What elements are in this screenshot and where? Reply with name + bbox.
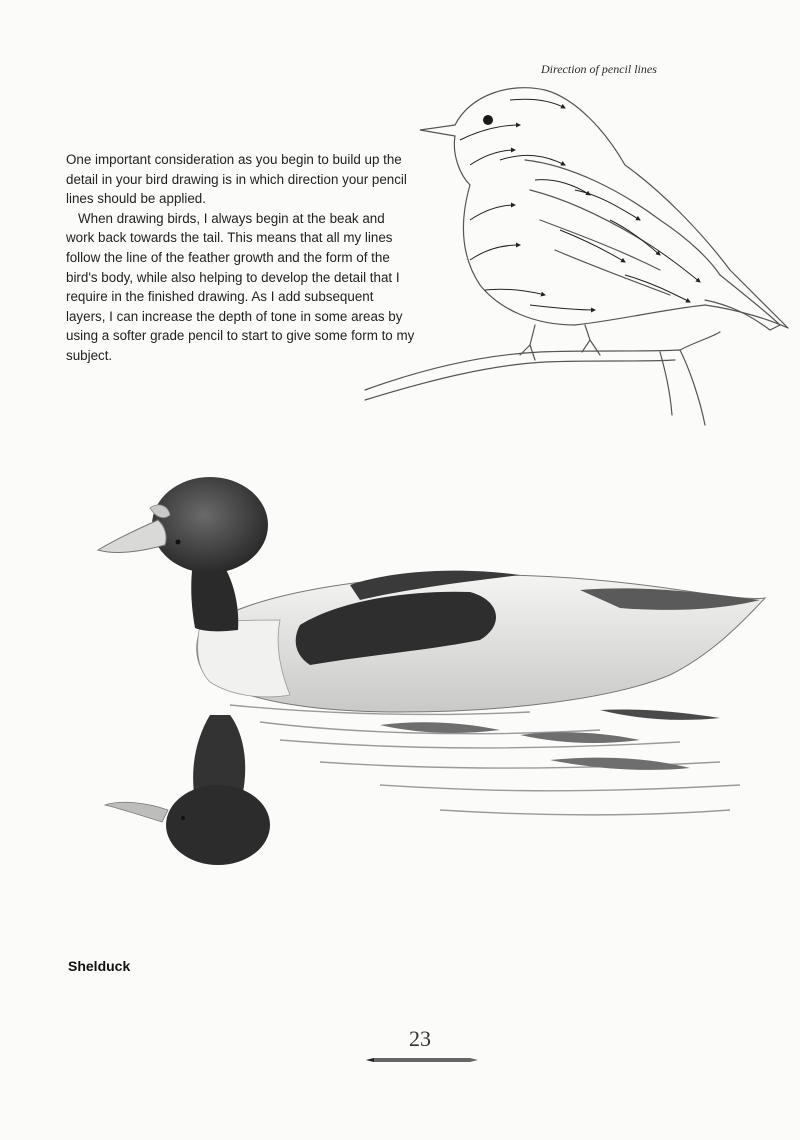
- paragraph-1: One important consideration as you begin to build up the detail in your bird drawing is in which direction your pencil lines should be applied.: [66, 152, 407, 207]
- figure-caption: Direction of pencil lines: [541, 62, 657, 76]
- illustration-caption: Shelduck: [68, 958, 131, 974]
- paragraph-2: When drawing birds, I always begin at the beak and work back towards the tail. This means that all my lines follow the line of the feather growth and the form of the bird's body, while also helping to develop the detail that I require in the finished drawing. As I add subsequent layers, I can increase the depth of tone in some areas by using a softer grade pencil to start to give some form to my subject.: [66, 210, 415, 363]
- robin-sketch: [360, 70, 800, 440]
- shelduck-illustration: [80, 450, 770, 880]
- pencil-divider-icon: [366, 1055, 478, 1065]
- page-number: 23: [409, 1026, 431, 1051]
